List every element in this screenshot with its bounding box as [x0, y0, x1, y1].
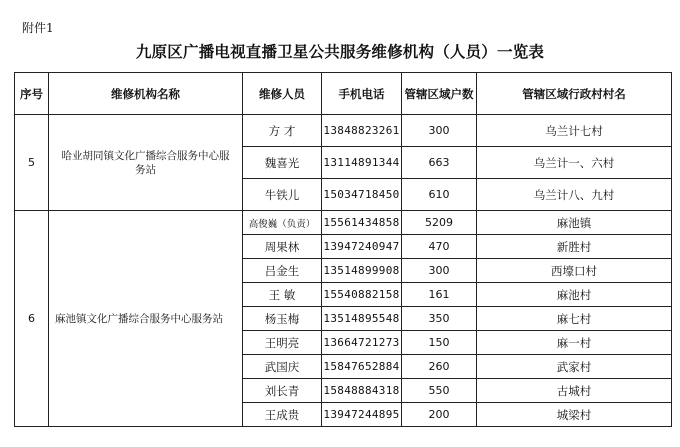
- households-cell: 300: [402, 115, 477, 147]
- phone-cell: 15561434858: [322, 211, 402, 235]
- village-cell: 乌兰计一、六村: [477, 147, 672, 179]
- households-cell: 300: [402, 259, 477, 283]
- header-seq: 序号: [15, 73, 49, 115]
- person-cell: 杨玉梅: [243, 307, 322, 331]
- village-cell: 乌兰计八、九村: [477, 179, 672, 211]
- phone-cell: 13514899908: [322, 259, 402, 283]
- org-cell: 哈业胡同镇文化广播综合服务中心服务站: [49, 115, 243, 211]
- org-cell: 麻池镇文化广播综合服务中心服务站: [49, 211, 243, 427]
- households-cell: 260: [402, 355, 477, 379]
- households-cell: 350: [402, 307, 477, 331]
- village-cell: 麻池镇: [477, 211, 672, 235]
- person-cell: 吕金生: [243, 259, 322, 283]
- header-org: 维修机构名称: [49, 73, 243, 115]
- phone-cell: 13848823261: [322, 115, 402, 147]
- table-row: [15, 115, 672, 147]
- households-cell: 200: [402, 403, 477, 427]
- village-cell: 武家村: [477, 355, 672, 379]
- households-cell: 663: [402, 147, 477, 179]
- phone-cell: 13664721273: [322, 331, 402, 355]
- person-cell: 高俊巍（负责）: [243, 211, 322, 235]
- households-cell: 5209: [402, 211, 477, 235]
- person-cell: 王成贵: [243, 403, 322, 427]
- households-cell: 150: [402, 331, 477, 355]
- person-cell: 周果林: [243, 235, 322, 259]
- attachment-label: 附件1: [22, 21, 54, 35]
- village-cell: 古城村: [477, 379, 672, 403]
- village-cell: 乌兰计七村: [477, 115, 672, 147]
- person-cell: 方 才: [243, 115, 322, 147]
- person-cell: 牛铁儿: [243, 179, 322, 211]
- village-cell: 麻一村: [477, 331, 672, 355]
- seq-cell: 5: [15, 115, 49, 211]
- person-cell: 刘长青: [243, 379, 322, 403]
- phone-cell: 15540882158: [322, 283, 402, 307]
- maintenance-table: [14, 72, 672, 427]
- phone-cell: 15848884318: [322, 379, 402, 403]
- header-row: [15, 73, 672, 115]
- village-cell: 新胜村: [477, 235, 672, 259]
- village-cell: 麻七村: [477, 307, 672, 331]
- table-row: [15, 211, 672, 235]
- header-phone: 手机电话: [322, 73, 402, 115]
- phone-cell: 15847652884: [322, 355, 402, 379]
- phone-cell: 13514895548: [322, 307, 402, 331]
- person-cell: 王 敏: [243, 283, 322, 307]
- households-cell: 550: [402, 379, 477, 403]
- households-cell: 161: [402, 283, 477, 307]
- phone-cell: 15034718450: [322, 179, 402, 211]
- person-cell: 王明亮: [243, 331, 322, 355]
- person-cell: 武国庆: [243, 355, 322, 379]
- households-cell: 470: [402, 235, 477, 259]
- phone-cell: 13947244895: [322, 403, 402, 427]
- document-title: 九原区广播电视直播卫星公共服务维修机构（人员）一览表: [135, 43, 545, 61]
- header-villages: 管辖区域行政村村名: [477, 73, 672, 115]
- phone-cell: 13114891344: [322, 147, 402, 179]
- village-cell: 城梁村: [477, 403, 672, 427]
- seq-cell: 6: [15, 211, 49, 427]
- header-households: 管辖区域户数: [402, 73, 477, 115]
- village-cell: 麻池村: [477, 283, 672, 307]
- person-cell: 魏喜光: [243, 147, 322, 179]
- village-cell: 西壕口村: [477, 259, 672, 283]
- households-cell: 610: [402, 179, 477, 211]
- phone-cell: 13947240947: [322, 235, 402, 259]
- header-person: 维修人员: [243, 73, 322, 115]
